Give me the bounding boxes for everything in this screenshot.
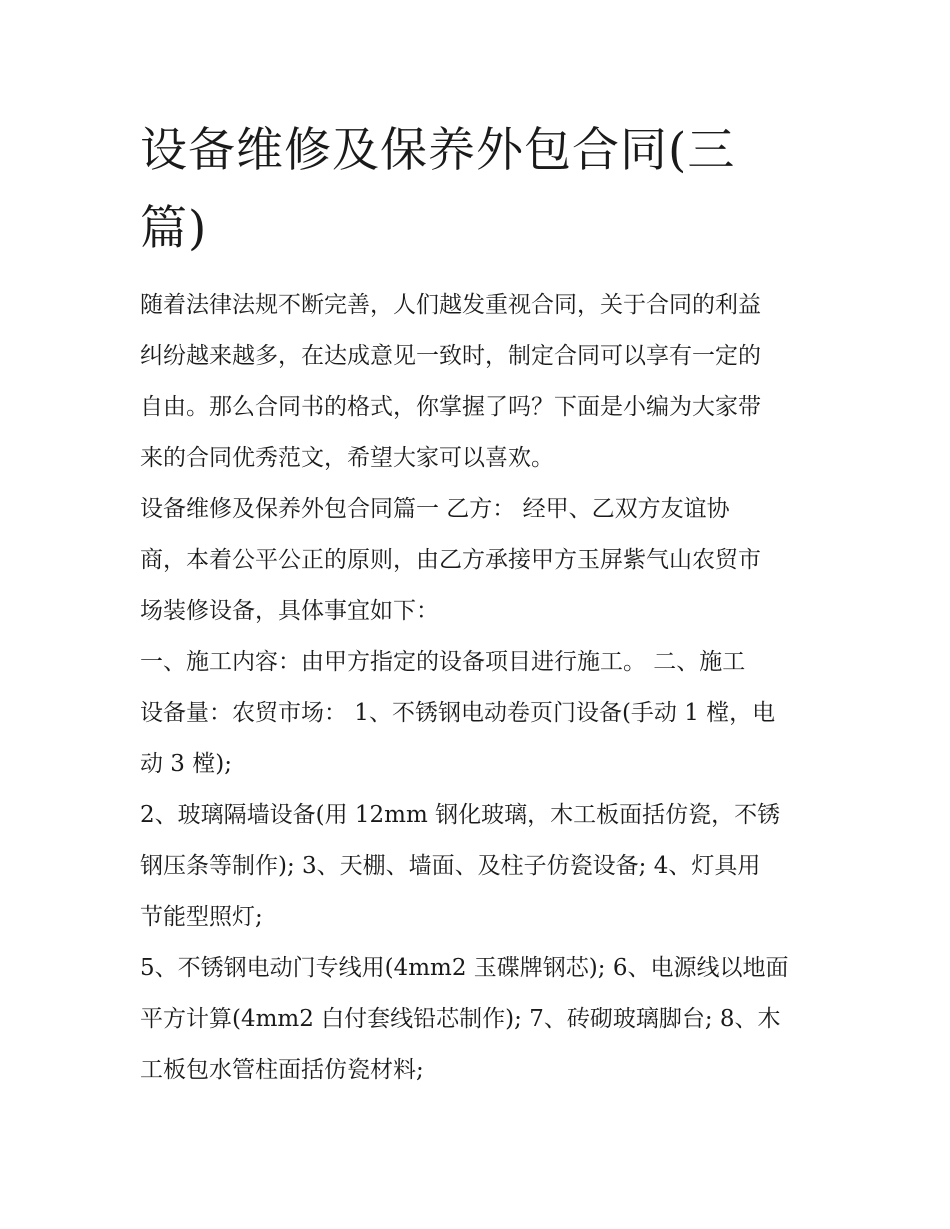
paragraph-items-5-8 [140,943,820,1096]
text-line: 设备维修及保养外包合同篇一 乙方： 经甲、乙双方友谊协 [140,496,730,522]
title-line: 设备维修及保养外包合同(三 [140,123,736,178]
document-title [140,112,820,268]
text-line: 一、施工内容：由甲方指定的设备项目进行施工。 二、施工 [140,649,746,675]
text-line: 钢压条等制作); 3、天棚、墙面、及柱子仿瓷设备; 4、灯具用 [140,853,761,879]
text-line: 纠纷越来越多，在达成意见一致时，制定合同可以享有一定的 [140,343,761,369]
paragraph-items-2-4 [140,790,820,943]
text-line: 自由。那么合同书的格式，你掌握了吗？下面是小编为大家带 [140,394,761,420]
text-line: 场装修设备，具体事宜如下： [140,598,439,624]
paragraph-construction-content [140,637,820,790]
text-line: 工板包水管柱面括仿瓷材料; [140,1057,424,1083]
text-line: 动 3 樘); [140,751,232,777]
text-line: 随着法律法规不断完善，人们越发重视合同，关于合同的利益 [140,292,761,318]
text-line: 2、玻璃隔墙设备(用 12mm 钢化玻璃，木工板面括仿瓷，不锈 [140,802,781,828]
document-body [140,280,820,1096]
title-line: 篇) [140,201,208,256]
text-line: 设备量：农贸市场： 1、不锈钢电动卷页门设备(手动 1 樘，电 [140,700,776,726]
text-line: 商，本着公平公正的原则，由乙方承接甲方玉屏紫气山农贸市 [140,547,761,573]
text-line: 来的合同优秀范文，希望大家可以喜欢。 [140,445,554,471]
text-line: 平方计算(4mm2 白付套线铅芯制作); 7、砖砌玻璃脚台; 8、木 [140,1006,781,1032]
paragraph-intro [140,280,820,484]
paragraph-contract-one [140,484,820,637]
text-line: 5、不锈钢电动门专线用(4mm2 玉碟牌钢芯); 6、电源线以地面 [140,955,789,981]
text-line: 节能型照灯; [140,904,263,930]
